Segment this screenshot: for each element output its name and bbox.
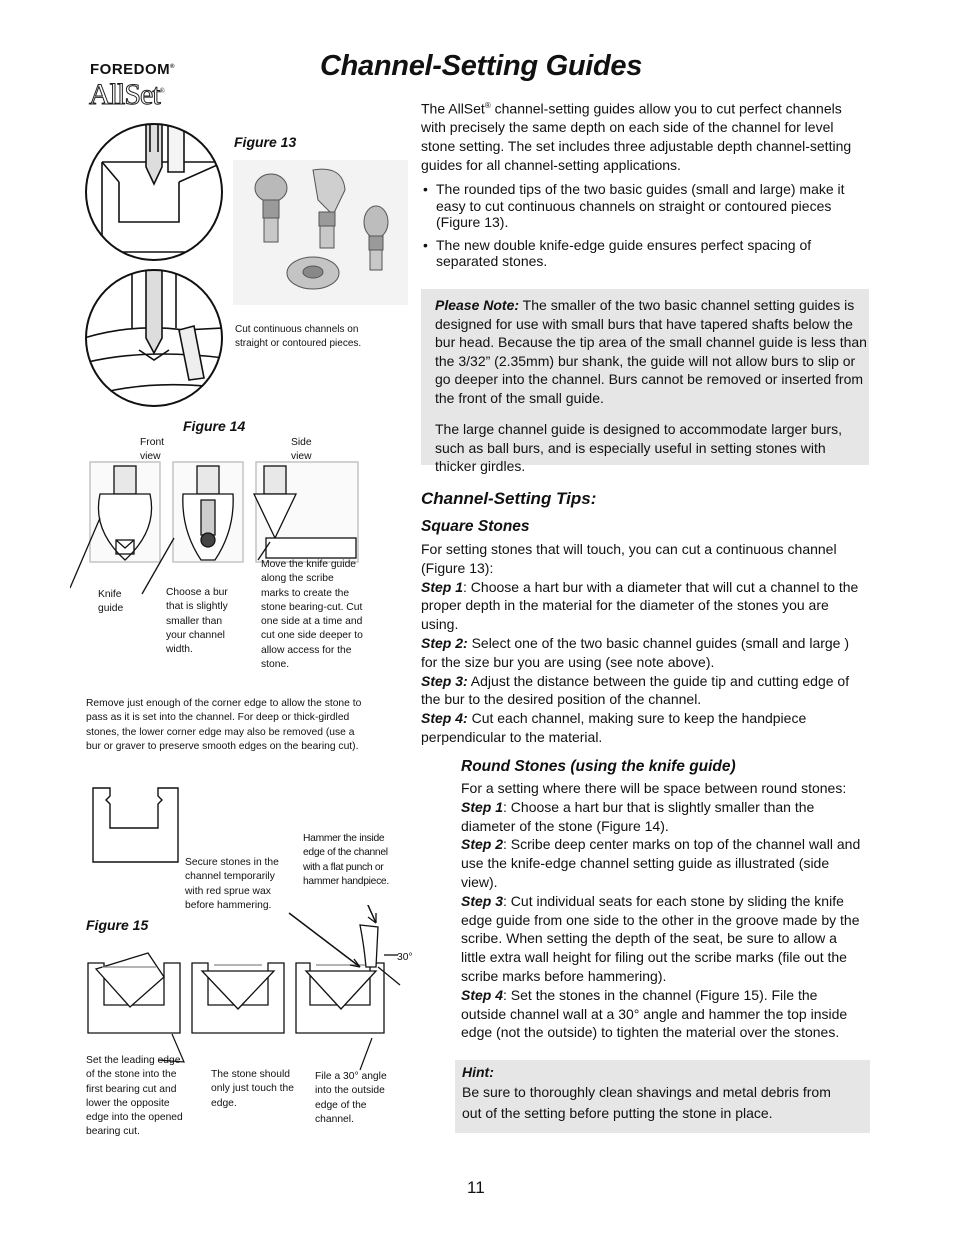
secure-stones-note: Secure stones in the channel temporarily with red sprue wax before hammering. [185, 857, 279, 911]
list-item: • The new double knife-edge guide ensures perfect spacing of separated stones. [421, 237, 866, 270]
leading-edge-note: Set the leading edge of the stone into the first bearing cut and lower the opposite edge into the opened bearing cut. [86, 1055, 183, 1138]
note-paragraph-2: The large channel guide is designed to accommodate larger burs, such as ball burs, and is especially useful in setting stones with thicker girdles. [435, 421, 843, 475]
knife-guide-label: Knife guide [98, 589, 124, 615]
channel-profile-diagram [90, 784, 190, 866]
round-stones-heading: Round Stones (using the knife guide) [461, 758, 736, 775]
guides-photo [233, 160, 408, 305]
move-guide-note: Move the knife guide along the scribe marks to create the stone bearing-cut. Cut one side at a time and cut one side deeper to allow access for the stone. [261, 559, 363, 671]
intro-paragraph: The AllSet® channel-setting guides allow you to cut perfect channels with precisely the same depth on each side of the channel for level stone setting. The set includes three adjustable depth channel-setting guides for all channel-setting applications. [421, 100, 852, 174]
front-view-label: Front view [140, 437, 165, 463]
bur-note: Choose a bur that is slightly smaller than your channel width. [166, 587, 228, 656]
tips-heading: Channel-Setting Tips: [421, 489, 597, 508]
side-view-label: Side view [291, 437, 312, 463]
hint-text: Be sure to thoroughly clean shavings and metal debris from out of the setting before putting the stone in place. [462, 1084, 831, 1121]
page-title: Channel-Setting Guides [320, 50, 643, 82]
file-angle-note: File a 30° angle into the outside edge of the channel. [315, 1071, 387, 1125]
allset-logo: AllSet® [89, 78, 164, 111]
angle-label: 30° [397, 952, 413, 963]
channel-cut-diagram-bottom [84, 268, 224, 408]
square-stones-text: For setting stones that will touch, you can cut a continuous channel (Figure 13): Step 1: Choose a hart bur with a diameter that will cut a channel to the proper depth in the material for the diameter of the stones you are using. Step 2: Select one of the two basic channel guides (small and large ) for the size bur you are using (see note above). Step 3: Adjust the distance between the guide tip and cutting edge of the bur to the desired position of the channel. Step 4: Cut each channel, making sure to keep the handpiece perpendicular to the material. [421, 541, 859, 745]
stone-touch-note: The stone should only just touch the edge. [211, 1069, 294, 1109]
figure-14-label: Figure 14 [183, 418, 246, 434]
round-stones-text: For a setting where there will be space between round stones: Step 1: Choose a hart bur that is slightly smaller than the diameter of the stone (Figure 14). Step 2: Scribe deep center marks on top of the channel wall and use the knife-edge channel setting guide as illustrated (side view). Step 3: Cut individual seats for each stone by sliding the knife edge guide from one side to the other in the groove made by the scribe. When setting the depth of the seat, be sure to allow a little extra wall height for filing out the scribe marks (file out the scribe marks before hammering). Step 4: Set the stones in the channel (Figure 15). File the outside channel wall at a 30° angle and hammer the top inside edge (not the outside) to tighten the material over the stones. [461, 780, 861, 1041]
hammer-note: Hammer the inside edge of the channel with a flat punch or hammer handpiece. [303, 833, 389, 887]
hint-label: Hint: [462, 1064, 494, 1080]
list-item: • The rounded tips of the two basic guides (small and large) make it easy to cut continuous channels on straight or contoured pieces (Figure 13). [421, 181, 866, 231]
brand-name: FOREDOM® [90, 61, 176, 78]
remove-edge-note: Remove just enough of the corner edge to allow the stone to pass as it is set into the channel. For deep or thick-girdled stones, the lower corner edge may also be removed (use a bur or graver to preserve smooth edges on the bearing cut). [86, 698, 362, 752]
figure-13-label: Figure 13 [234, 134, 297, 150]
figure-15-label: Figure 15 [86, 917, 149, 933]
square-stones-heading: Square Stones [421, 518, 530, 535]
figure-13-caption: Cut continuous channels on straight or contoured pieces. [235, 324, 362, 349]
note-paragraph-1: Please Note: The smaller of the two basic channel setting guides is designed for use with small burs that have tapered shafts below the bur head. Because the tip area of the small channel guide is less than the 3/32” (2.35mm) bur shank, the guide will not allow burs to slip or go deeper into the channel. Burs cannot be removed or inserted from the front of the small guide. [435, 297, 867, 406]
feature-list [421, 181, 866, 276]
page-number: 11 [467, 1178, 485, 1197]
channel-cut-diagram-top [84, 122, 224, 262]
